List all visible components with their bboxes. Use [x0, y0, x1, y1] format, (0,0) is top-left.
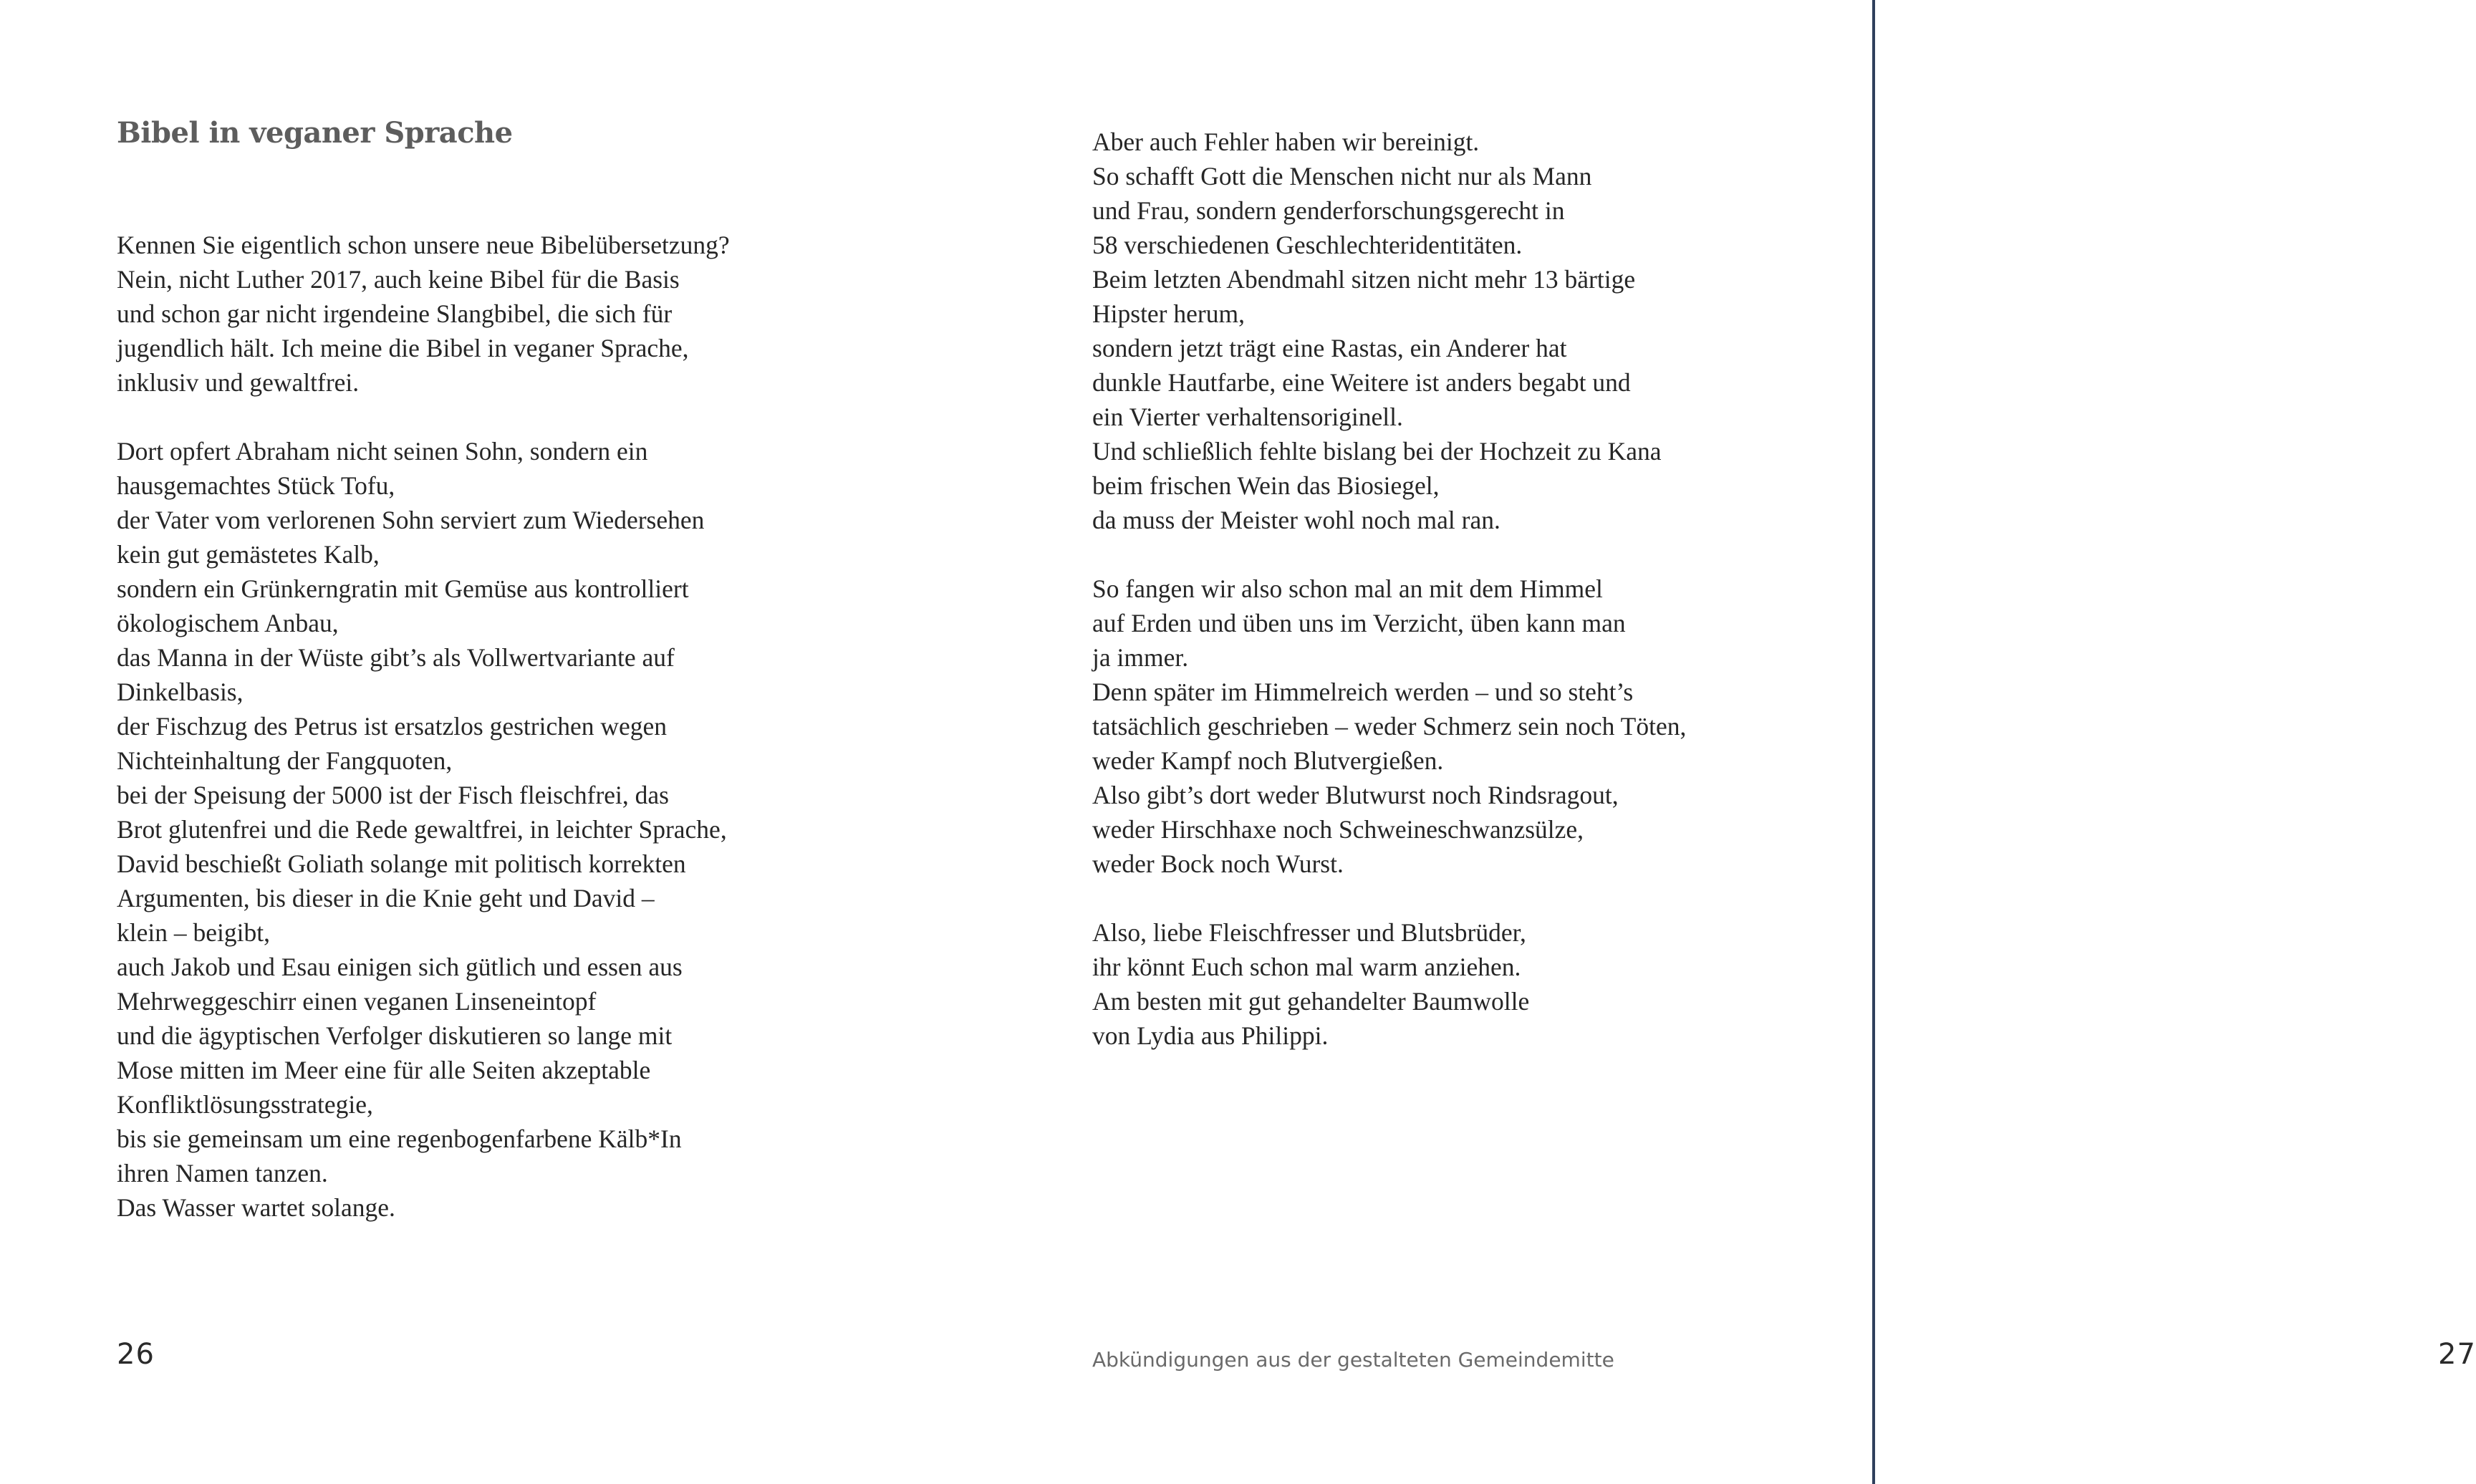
- text-line: hausgemachtes Stück Tofu,: [117, 471, 395, 500]
- text-line: inklusiv und gewaltfrei.: [117, 368, 360, 397]
- text-line: von Lydia aus Philippi.: [1092, 1021, 1329, 1050]
- text-line: Kennen Sie eigentlich schon unsere neue Bibelübersetzung?: [117, 231, 730, 259]
- text-line: Mose mitten im Meer eine für alle Seiten akzeptable: [117, 1056, 651, 1084]
- right-page: [938, 0, 2476, 1484]
- text-line: Dort opfert Abraham nicht seinen Sohn, sondern ein: [117, 437, 648, 466]
- text-line: und Frau, sondern genderforschungsgerecht in: [1092, 196, 1565, 225]
- text-line: ihren Namen tanzen.: [117, 1159, 328, 1187]
- text-line: Aber auch Fehler haben wir bereinigt.: [1092, 127, 1480, 156]
- left-body-text: [117, 228, 730, 1225]
- text-line: dunkle Hautfarbe, eine Weitere ist anders begabt und: [1092, 368, 1631, 397]
- text-line: Hipster herum,: [1092, 299, 1245, 328]
- text-line: ökologischem Anbau,: [117, 609, 339, 637]
- text-line: So schafft Gott die Menschen nicht nur als Mann: [1092, 162, 1592, 191]
- text-line: bei der Speisung der 5000 ist der Fisch fleischfrei, das: [117, 781, 669, 809]
- text-line: ihr könnt Euch schon mal warm anziehen.: [1092, 953, 1521, 981]
- text-line: das Manna in der Wüste gibt’s als Vollwertvariante auf: [117, 643, 675, 672]
- text-line: da muss der Meister wohl noch mal ran.: [1092, 506, 1500, 534]
- text-line: und schon gar nicht irgendeine Slangbibel, die sich für: [117, 299, 673, 328]
- text-line: Nichteinhaltung der Fangquoten,: [117, 746, 453, 775]
- text-line: weder Bock noch Wurst.: [1092, 849, 1344, 878]
- right-body-text: [1092, 125, 1686, 1053]
- book-edge: [1872, 0, 1875, 1484]
- text-line: Brot glutenfrei und die Rede gewaltfrei, in leichter Sprache,: [117, 815, 727, 844]
- text-line: klein – beigibt,: [117, 918, 270, 947]
- text-line: sondern ein Grünkerngratin mit Gemüse aus kontrolliert: [117, 574, 689, 603]
- text-line: ein Vierter verhaltensoriginell.: [1092, 403, 1403, 431]
- text-line: Also, liebe Fleischfresser und Blutsbrüder,: [1092, 918, 1526, 947]
- page-title: Bibel in veganer Sprache: [117, 116, 513, 150]
- text-line: der Vater vom verlorenen Sohn serviert zum Wiedersehen: [117, 506, 705, 534]
- text-line: Konfliktlösungsstrategie,: [117, 1090, 373, 1119]
- text-line: Dinkelbasis,: [117, 678, 244, 706]
- text-line: ja immer.: [1092, 643, 1189, 672]
- text-line: Und schließlich fehlte bislang bei der Hochzeit zu Kana: [1092, 437, 1662, 466]
- text-line: Am besten mit gut gehandelter Baumwolle: [1092, 987, 1530, 1016]
- running-footer: Abkündigungen aus der gestalteten Gemeindemitte: [1092, 1348, 1614, 1372]
- text-line: So fangen wir also schon mal an mit dem Himmel: [1092, 574, 1603, 603]
- paragraph-break: [1092, 881, 1686, 915]
- text-line: bis sie gemeinsam um eine regenbogenfarbene Kälb*In: [117, 1124, 682, 1153]
- text-line: sondern jetzt trägt eine Rastas, ein Anderer hat: [1092, 334, 1567, 362]
- text-line: 58 verschiedenen Geschlechteridentitäten.: [1092, 231, 1523, 259]
- text-line: der Fischzug des Petrus ist ersatzlos gestrichen wegen: [117, 712, 667, 741]
- text-line: Also gibt’s dort weder Blutwurst noch Rindsragout,: [1092, 781, 1619, 809]
- text-line: Nein, nicht Luther 2017, auch keine Bibel für die Basis: [117, 265, 680, 294]
- text-line: Denn später im Himmelreich werden – und so steht’s: [1092, 678, 1634, 706]
- text-line: Das Wasser wartet solange.: [117, 1193, 395, 1222]
- text-line: Beim letzten Abendmahl sitzen nicht mehr 13 bärtige: [1092, 265, 1636, 294]
- text-line: weder Kampf noch Blutvergießen.: [1092, 746, 1444, 775]
- text-line: auf Erden und üben uns im Verzicht, üben kann man: [1092, 609, 1626, 637]
- page-number-left: 26: [117, 1338, 155, 1371]
- left-page: [0, 0, 938, 1484]
- text-line: auch Jakob und Esau einigen sich gütlich und essen aus: [117, 953, 683, 981]
- text-line: tatsächlich geschrieben – weder Schmerz sein noch Töten,: [1092, 712, 1687, 741]
- page-number-right: 27: [2438, 1338, 2476, 1371]
- text-line: und die ägyptischen Verfolger diskutieren so lange mit: [117, 1021, 673, 1050]
- paragraph-break: [1092, 537, 1686, 572]
- text-line: Mehrweggeschirr einen veganen Linseneintopf: [117, 987, 597, 1016]
- text-line: weder Hirschhaxe noch Schweineschwanzsülze,: [1092, 815, 1584, 844]
- text-line: beim frischen Wein das Biosiegel,: [1092, 471, 1440, 500]
- text-line: Argumenten, bis dieser in die Knie geht und David –: [117, 884, 655, 912]
- paragraph-break: [117, 400, 730, 434]
- text-line: jugendlich hält. Ich meine die Bibel in veganer Sprache,: [117, 334, 689, 362]
- text-line: David beschießt Goliath solange mit politisch korrekten: [117, 849, 686, 878]
- text-line: kein gut gemästetes Kalb,: [117, 540, 380, 569]
